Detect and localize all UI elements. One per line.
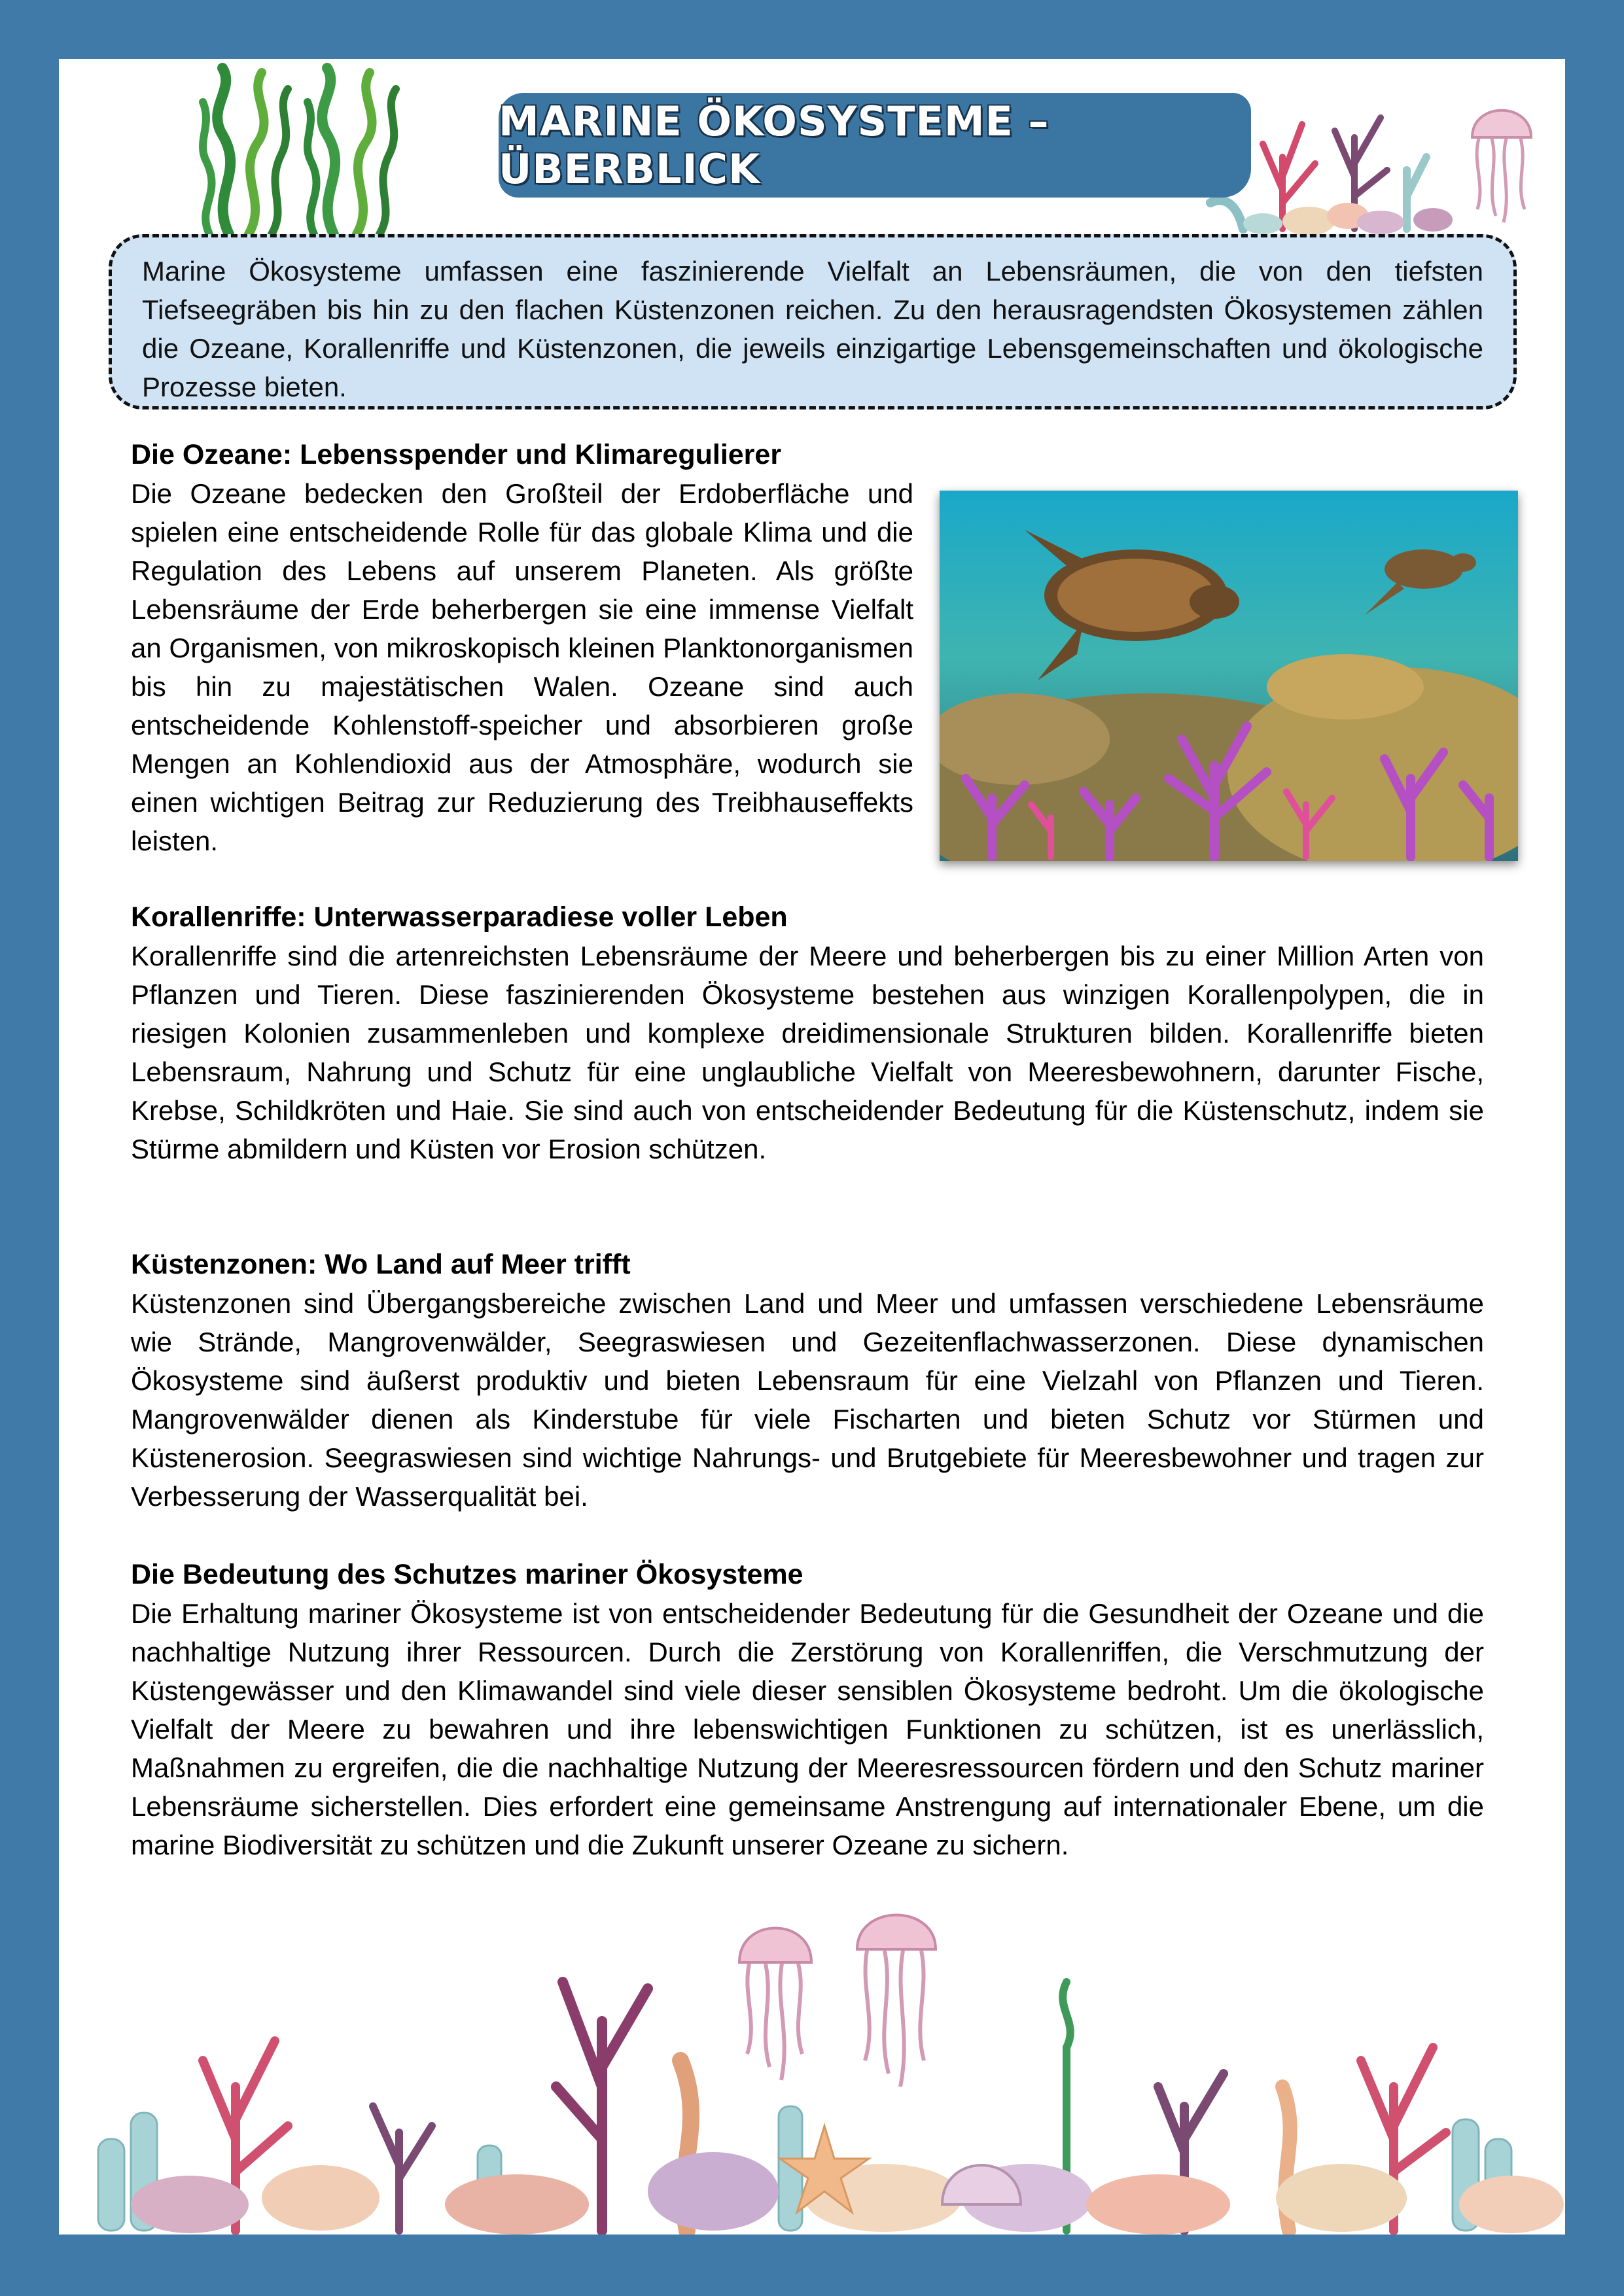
intro-text: Marine Ökosysteme umfassen eine faszinierende Vielfalt an Lebensräumen, die von den tiefsten Tiefseegräben bis hin zu den flachen Küstenzonen reichen. Zu den herausragendsten Ökosystemen zählen die Ozeane, Korallenriffe und Küstenzonen, die jeweils einzigartige Lebensgemeinschaften und ökologische Prozesse bieten. [142, 256, 1483, 402]
section-body: Korallenriffe sind die artenreichsten Lebensräume der Meere und beherbergen bis zu einer Million Arten von Pflanzen und Tieren. Diese faszinierenden Ökosysteme bestehen aus winzigen Korallenpolypen, die in riesigen Kolonien zusammenleben und komplexe dreidimensionale Strukturen bilden. Korallenriffe bieten Lebensraum, Nahrung und Schutz für eine unglaubliche Vielfalt von Meeresbewohnern, darunter Fische, Krebse, Schildkröten und Haie. Sie sind auch von entscheidender Bedeutung für die Küstenschutz, indem sie Stürme abmildern und Küsten vor Erosion schützen. [131, 941, 1484, 1164]
worksheet-page [59, 59, 1565, 2235]
section-body: Die Erhaltung mariner Ökosysteme ist von entscheidender Bedeutung für die Gesundheit der Ozeane und die nachhaltige Nutzung ihrer Ressourcen. Durch die Zerstörung von Korallenriffen, die Verschmutzung der Küstengewässer und den Klimawandel sind viele dieser sensiblen Ökosysteme bedroht. Um die ökologische Vielfalt der Meere zu bewahren und ihre lebenswichtigen Funktionen zu schützen, ist es unerlässlich, Maßnahmen zu ergreifen, die die nachhaltige Nutzung der Meeresressourcen fördern und den Schutz mariner Lebensräume sicherstellen. Dies erfordert eine gemeinsame Anstrengung auf internationaler Ebene, um die marine Biodiversität zu schützen und die Zukunft unserer Ozeane zu sichern. [131, 1598, 1484, 1860]
section-heading: Küstenzonen: Wo Land auf Meer trifft [131, 1249, 631, 1280]
section-coastal-zones [131, 1245, 1484, 1516]
section-protection [131, 1556, 1484, 1864]
page-title: MARINE ÖKOSYSTEME – ÜBERBLICK [499, 97, 1050, 193]
section-heading: Die Ozeane: Lebensspender und Klimaregulierer [131, 439, 782, 470]
section-heading: Korallenriffe: Unterwasserparadiese voller Leben [131, 901, 788, 933]
section-body: Die Ozeane bedecken den Großteil der Erdoberfläche und spielen eine entscheidende Rolle für das globale Klima und die Regulation des Lebens auf unserem Planeten. Als größte Lebensräume der Erde beherbergen sie eine immense Vielfalt an Organismen, von mikroskopisch kleinen Planktonorganismen bis hin zu majestätischen Walen. Ozeane sind auch entscheidende Kohlenstoff-speicher und absorbieren große Mengen an Kohlendioxid aus der Atmosphäre, wodurch sie einen wichtigen Beitrag zur Reduzierung des Treibhauseffekts leisten. [131, 478, 913, 856]
title-banner [499, 93, 1251, 198]
section-heading: Die Bedeutung des Schutzes mariner Ökosysteme [131, 1559, 803, 1590]
section-coral-reefs [131, 898, 1484, 1168]
intro-box [109, 234, 1517, 409]
coral-reef-border-illustration [59, 1890, 1565, 2235]
sea-turtles-coral-reef-photo [940, 491, 1518, 861]
seaweed-illustration [183, 63, 445, 239]
section-body: Küstenzonen sind Übergangsbereiche zwischen Land und Meer und umfassen verschiedene Lebensräume wie Strände, Mangrovenwälder, Seegraswiesen und Gezeitenflachwasserzonen. Diese dynamischen Ökosysteme sind äußerst produktiv und bieten Lebensraum für eine Vielzahl von Pflanzen und Tieren. Mangrovenwälder dienen als Kinderstube für viele Fischarten und bieten Schutz vor Stürmen und Küstenerosion. Seegraswiesen sind wichtige Nahrungs- und Brutgebiete für Meeresbewohner und tragen zur Verbesserung der Wasserqualität bei. [131, 1288, 1484, 1512]
